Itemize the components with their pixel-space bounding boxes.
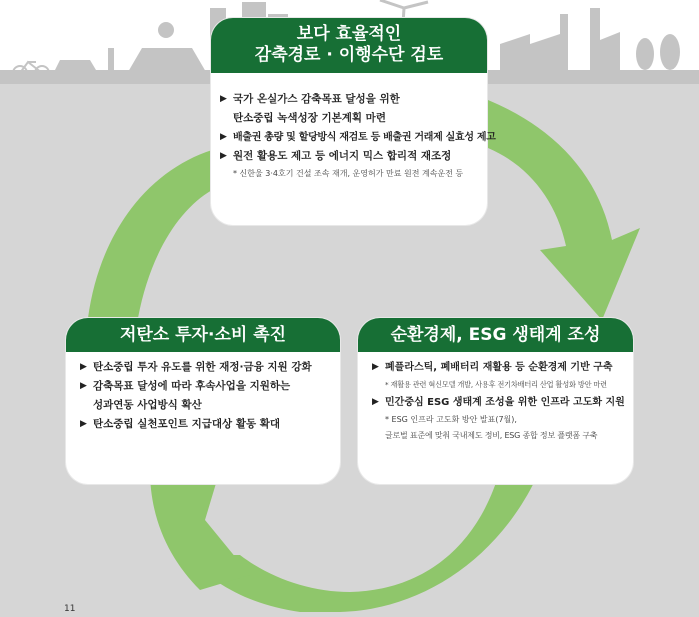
triangle-bullet-icon: ▶: [220, 94, 227, 104]
top-box-title-line1: 보다 효율적인: [296, 24, 402, 44]
footnote: * 재활용 관련 혁신모델 개발, 사용후 전기차배터리 산업 활성화 방안 마련: [385, 380, 607, 389]
list-item: ▶ 원전 활용도 제고 등 에너지 믹스 합리적 재조정: [220, 147, 496, 166]
triangle-bullet-icon: ▶: [372, 362, 379, 372]
triangle-bullet-icon: ▶: [372, 397, 379, 407]
footnote: 글로벌 표준에 맞춰 국내제도 정비, ESG 종합 정보 플랫폼 구축: [385, 431, 598, 440]
right-box-bullets: [372, 358, 625, 444]
left-box-bullets: [80, 358, 312, 434]
footnote: * ESG 인프라 고도화 방안 발표(7월),: [385, 415, 517, 424]
triangle-bullet-icon: ▶: [80, 419, 87, 429]
top-info-box: [211, 18, 496, 225]
page-number: 11: [64, 604, 76, 614]
cycle-arrow-upper-left: [88, 150, 212, 318]
cycle-arrow-bottom-left: [150, 470, 250, 590]
right-box-title: 순환경제, ESG 생태계 조성: [390, 325, 601, 345]
left-box-title: 저탄소 투자·소비 촉진: [119, 325, 287, 345]
triangle-bullet-icon: ▶: [80, 381, 87, 391]
list-item: ▶ 탄소중립 실천포인트 지급대상 활동 확대: [80, 415, 312, 434]
list-item: ▶ 배출권 총량 및 할당방식 재검토 등 배출권 거래제 실효성 제고: [220, 128, 496, 147]
top-box-header: [211, 18, 487, 73]
list-item: ▶ 폐플라스틱, 폐배터리 재활용 등 순환경제 기반 구축: [372, 358, 625, 377]
top-box-bullets: [220, 90, 496, 182]
triangle-bullet-icon: ▶: [220, 151, 227, 161]
list-item: ▶ 국가 온실가스 감축목표 달성을 위한: [220, 90, 496, 109]
footnote: * 신한울 3·4호기 건설 조속 재개, 운영허가 만료 원전 계속운전 등: [233, 169, 464, 178]
list-item-continuation: 탄소중립 녹색성장 기본계획 마련: [233, 112, 386, 124]
cycle-arrow-bottom: [185, 470, 540, 612]
triangle-bullet-icon: ▶: [220, 132, 227, 142]
top-box-title-line2: 감축경로 · 이행수단 검토: [254, 45, 444, 65]
triangle-bullet-icon: ▶: [80, 362, 87, 372]
right-box-header: [358, 318, 633, 352]
list-item: ▶ 탄소중립 투자 유도를 위한 재정·금융 지원 강화: [80, 358, 312, 377]
list-item: ▶ 감축목표 달성에 따라 후속사업을 지원하는: [80, 377, 312, 396]
left-box-header: [66, 318, 340, 352]
left-info-box: [66, 318, 340, 484]
cycle-arrow-right: [488, 100, 640, 320]
right-info-box: [358, 318, 633, 484]
list-item: ▶ 민간중심 ESG 생태계 조성을 위한 인프라 고도화 지원: [372, 393, 625, 412]
list-item-continuation: 성과연동 사업방식 확산: [93, 399, 202, 411]
